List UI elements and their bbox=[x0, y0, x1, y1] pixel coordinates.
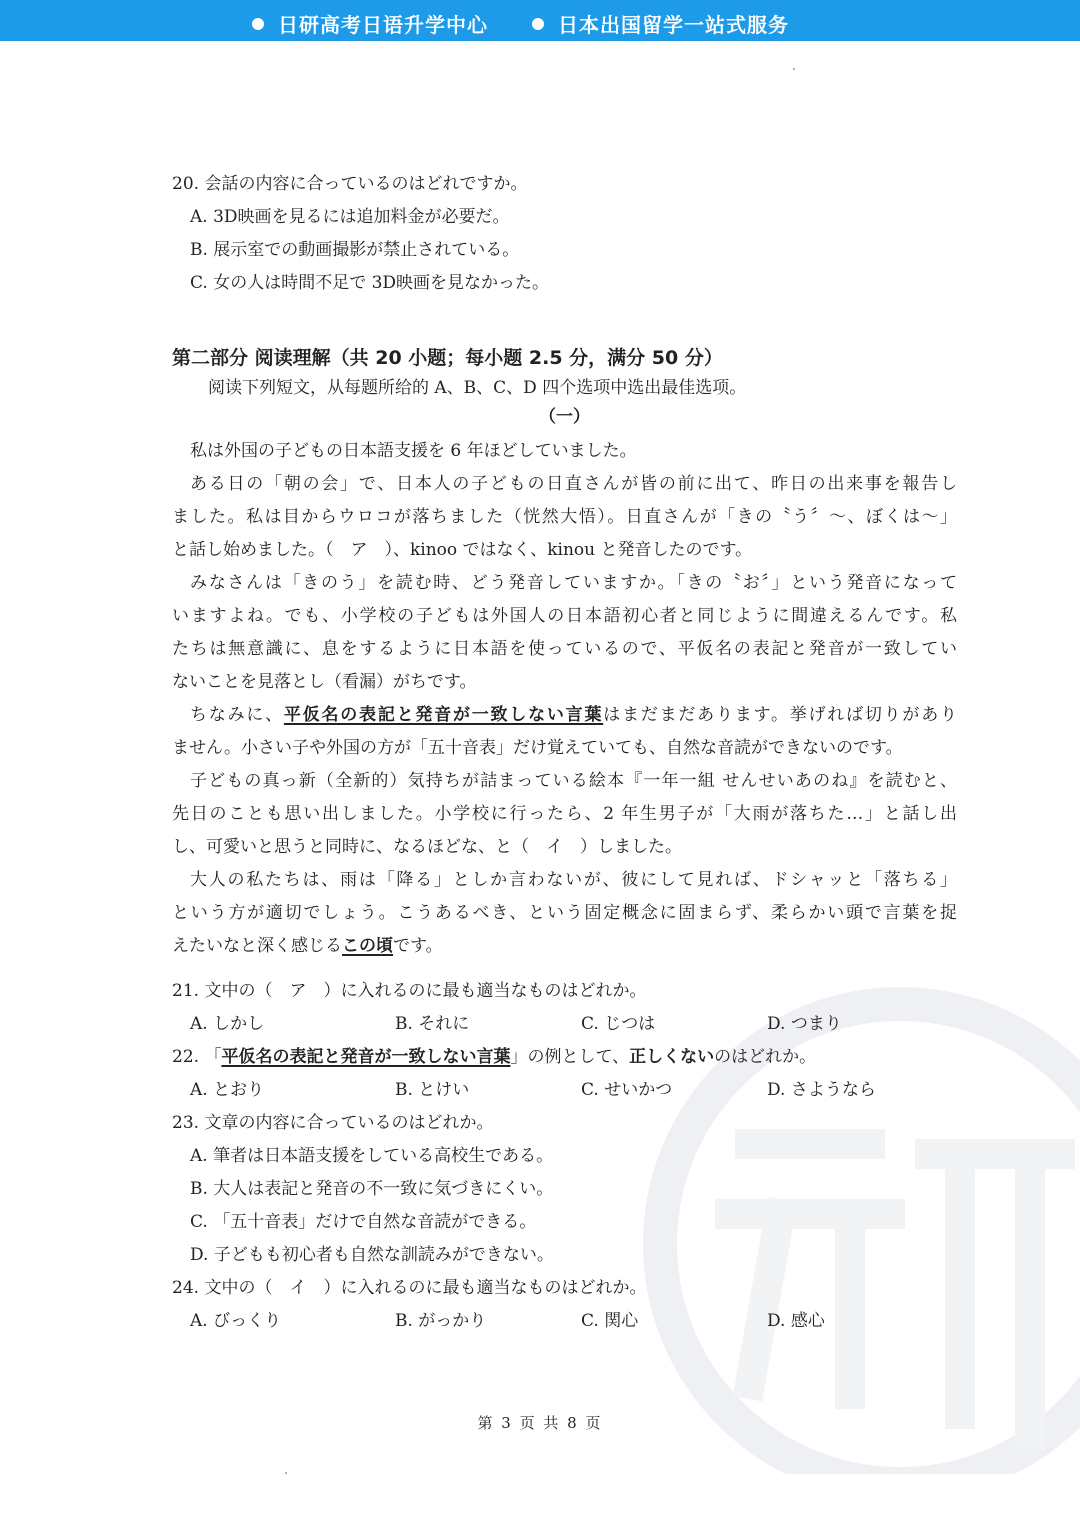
option-a: A. とおり bbox=[190, 1080, 265, 1100]
option-c: C. 関心 bbox=[581, 1311, 639, 1331]
passage-line: 私は外国の子どもの日本語支援を 6 年ほどしていました。 bbox=[190, 441, 637, 461]
passage-text: です。 bbox=[393, 936, 443, 956]
option-a: A. しかし bbox=[190, 1014, 265, 1034]
page-number: 第 3 页 共 8 页 bbox=[477, 1414, 603, 1432]
header-banner bbox=[0, 0, 1080, 41]
passage-line: という方が適切でしょう。こうあるべき、という固定概念に固まらず、柔らかい頭で言葉を捉 bbox=[172, 903, 957, 923]
banner-left-text: 日研高考日语升学中心 bbox=[278, 13, 488, 37]
question-stem: 23. 文章の内容に合っているのはどれか。 bbox=[172, 1113, 494, 1133]
option-d: D. さようなら bbox=[767, 1080, 876, 1100]
option-row bbox=[172, 1305, 957, 1338]
question-stem: 20. 会話の内容に合っているのはどれですか。 bbox=[172, 174, 528, 194]
option-b: B. 展示室での動画撮影が禁止されている。 bbox=[190, 240, 520, 260]
question-stem: 24. 文中の（ イ ）に入れるのに最も適当なものはどれか。 bbox=[172, 1278, 647, 1298]
bullet-dot-icon bbox=[532, 18, 544, 30]
option-row bbox=[172, 1074, 957, 1107]
question-stem bbox=[172, 1041, 957, 1074]
underlined-phrase: 平仮名の表記と発音が一致しない言葉 bbox=[221, 1047, 511, 1067]
underlined-phrase: 平仮名の表記と発音が一致しない言葉 bbox=[283, 705, 604, 725]
banner-right-text: 日本出国留学一站式服务 bbox=[558, 13, 789, 37]
question-text: 」の例として、 bbox=[510, 1047, 630, 1067]
option-a: A. 3D映画を見るには追加料金が必要だ。 bbox=[190, 207, 510, 227]
passage-line: ました。私は目からウロコが落ちました（恍然大悟）。日直さんが「きの〝う〞～、ぼくは～」 bbox=[172, 507, 957, 527]
passage-line: と話し始めました。（ ア ）、kinoo ではなく、kinou と発音したのです。 bbox=[172, 540, 753, 560]
reading-passage bbox=[172, 435, 957, 963]
scan-speck bbox=[285, 1472, 287, 1474]
option-d: D. つまり bbox=[767, 1014, 842, 1034]
passage-text: はまだまだあります。挙げれば切りがあり bbox=[603, 705, 957, 725]
section-instruction: 阅读下列短文，从每题所给的 A、B、C、D 四个选项中选出最佳选项。 bbox=[208, 378, 747, 398]
option-c: C. せいかつ bbox=[581, 1080, 673, 1100]
passage-text: えたいなと深く感じる bbox=[172, 936, 342, 956]
option-row bbox=[172, 1008, 957, 1041]
passage-line: いますよね。でも、小学校の子どもは外国人の日本語初心者と同じように間違えるんです。私 bbox=[172, 606, 957, 626]
banner-item-left bbox=[252, 9, 488, 38]
option-a: A. びっくり bbox=[190, 1311, 282, 1331]
option-c: C. 女の人は時間不足で 3D映画を見なかった。 bbox=[190, 273, 550, 293]
option-b: B. がっかり bbox=[395, 1311, 487, 1331]
passage-line: し、可愛いと思うと同時に、なるほどな、と（ イ ）しました。 bbox=[172, 837, 682, 857]
passage-line bbox=[172, 699, 957, 732]
underlined-phrase: この頃 bbox=[342, 936, 393, 956]
scan-speck bbox=[793, 68, 795, 70]
question-21 bbox=[172, 975, 957, 1041]
question-text: のはどれか。 bbox=[714, 1047, 817, 1067]
question-23 bbox=[172, 1107, 957, 1272]
passage-text: ちなみに、 bbox=[190, 705, 284, 725]
question-text: 22. 「 bbox=[172, 1047, 222, 1067]
passage-line bbox=[172, 930, 957, 963]
passage-line: 大人の私たちは、雨は「降る」としか言わないが、彼にして見れば、ドシャッと「落ちる」 bbox=[190, 870, 957, 890]
passage-line: 子どもの真っ新（全新的）気持ちが詰まっている絵本『一年一組 せんせいあのね』を読むと、 bbox=[190, 771, 957, 791]
option-b: B. 大人は表記と発音の不一致に気づきにくい。 bbox=[190, 1179, 554, 1199]
passage-line: 先日のことも思い出しました。小学校に行ったら、2 年生男子が「大雨が落ちた…」と話し出 bbox=[172, 804, 957, 824]
banner-item-right bbox=[532, 9, 789, 38]
passage-line: ある日の「朝の会」で、日本人の子どもの日直さんが皆の前に出て、昨日の出来事を報告し bbox=[190, 474, 957, 494]
emphasis-text: 正しくない bbox=[629, 1047, 715, 1067]
question-24 bbox=[172, 1272, 957, 1338]
option-b: B. とけい bbox=[395, 1080, 470, 1100]
passage-line: みなさんは「きのう」を読む時、どう発音していますか。「きの〝お〞」という発音になって bbox=[190, 573, 957, 593]
option-c: C. 「五十音表」だけで自然な音読ができる。 bbox=[190, 1212, 537, 1232]
bullet-dot-icon bbox=[252, 18, 264, 30]
option-d: D. 感心 bbox=[767, 1311, 825, 1331]
exam-page-content bbox=[172, 168, 957, 1338]
question-20 bbox=[172, 168, 957, 300]
question-stem: 21. 文中の（ ア ）に入れるのに最も適当なものはどれか。 bbox=[172, 981, 647, 1001]
passage-line: ません。小さい子や外国の方が「五十音表」だけ覚えていても、自然な音読ができないのです。 bbox=[172, 738, 903, 758]
option-a: A. 筆者は日本語支援をしている高校生である。 bbox=[190, 1146, 554, 1166]
option-c: C. じつは bbox=[581, 1014, 656, 1034]
passage-number: （一） bbox=[539, 407, 590, 427]
section-title: 第二部分 阅读理解（共 20 小题；每小题 2.5 分，满分 50 分） bbox=[172, 347, 723, 369]
passage-line: ないことを見落とし（看漏）がちです。 bbox=[172, 672, 477, 692]
question-22 bbox=[172, 1041, 957, 1107]
option-d: D. 子どもも初心者も自然な訓読みができない。 bbox=[190, 1245, 554, 1265]
option-b: B. それに bbox=[395, 1014, 470, 1034]
passage-line: たちは無意識に、息をするように日本語を使っているので、平仮名の表記と発音が一致してい bbox=[172, 639, 957, 659]
